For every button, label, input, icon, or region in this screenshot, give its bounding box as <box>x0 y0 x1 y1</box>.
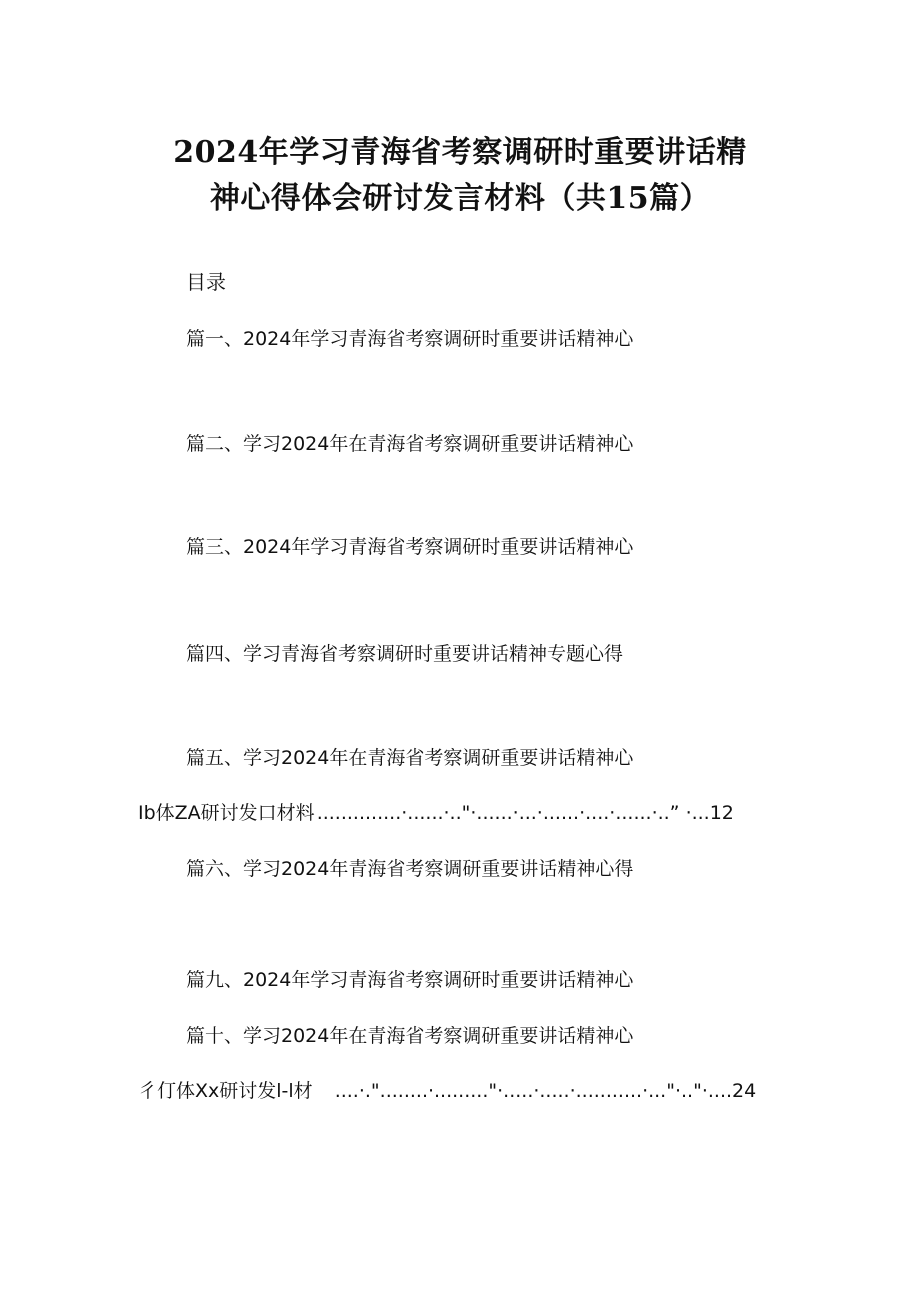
toc-heading: 目录 <box>186 270 226 294</box>
toc-entry-10-continuation[interactable] <box>138 1077 756 1105</box>
toc-entry-9[interactable]: 篇九、2024年学习青海省考察调研时重要讲话精神心 <box>186 969 634 991</box>
toc-entry-text: 彳仃体Xx研讨发l-l材 <box>138 1080 313 1102</box>
title-line-2: 神心得体会研讨发言材料（共15篇） <box>209 181 711 216</box>
toc-entry-2[interactable]: 篇二、学习2024年在青海省考察调研重要讲话精神心 <box>186 433 634 455</box>
toc-entry-1[interactable]: 篇一、2024年学习青海省考察调研时重要讲话精神心 <box>186 328 634 350</box>
toc-leader-page: ....·."........·........."·.....·.....·...........·..."·.."·....24 <box>334 1080 757 1102</box>
title-line-1: 2024年学习青海省考察调研时重要讲话精 <box>173 135 747 170</box>
toc-entry-6[interactable]: 篇六、学习2024年青海省考察调研重要讲话精神心得 <box>186 858 634 880</box>
toc-entry-4[interactable]: 篇四、学习青海省考察调研时重要讲话精神专题心得 <box>186 643 624 665</box>
document-title <box>0 130 920 222</box>
toc-entry-5[interactable]: 篇五、学习2024年在青海省考察调研重要讲话精神心 <box>186 747 634 769</box>
toc-leader-page: ..............·......·.."·......·...·......·....·......·..” ·...12 <box>316 802 734 824</box>
toc-entry-10[interactable]: 篇十、学习2024年在青海省考察调研重要讲话精神心 <box>186 1025 634 1047</box>
toc-entry-text: Ib体ZA研讨发口材料 <box>138 802 315 824</box>
toc-entry-5-continuation[interactable] <box>138 799 734 827</box>
toc-entry-3[interactable]: 篇三、2024年学习青海省考察调研时重要讲话精神心 <box>186 536 634 558</box>
